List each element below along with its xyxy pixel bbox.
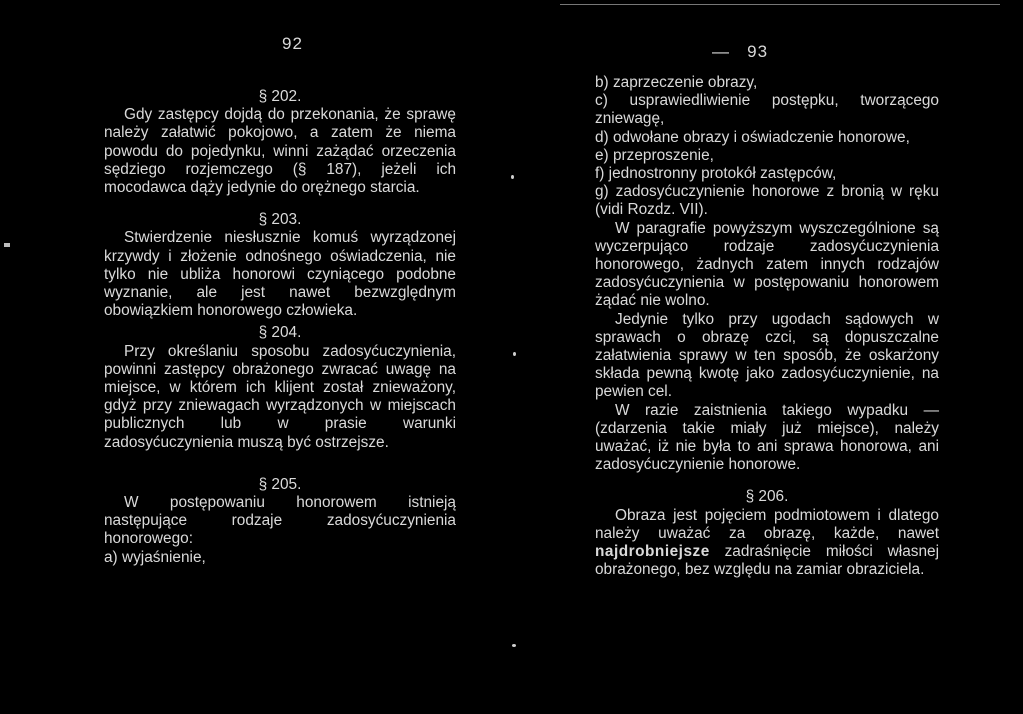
section-204-text: Przy określaniu sposobu zadosyćuczynienia, powinni zastępcy obrażonego zwracać uwagę na miejsce, w którem ich klijent został znieważony, gdyż przy zniewagach wyrządzonych w miejscach publicznych lub w prasie warunki zadosyćuczynienia muszą być ostrzejsze. [104,342,456,451]
list-item-b: b) zaprzeczenie obrazy, [595,74,758,91]
section-206-text-after: zadraśnięcie miłości własnej obrażonego, bez względu na zamiar obraziciela. [595,543,939,579]
page-number-dash: — [712,42,730,61]
scan-speck [513,352,516,356]
section-205-text: W postępowaniu honorowem istnieją następujące rodzaje zadosyćuczynienia honorowego: [104,494,456,548]
list-item-g: g) zadosyćuczynienie honorowe z bronią w ręku (vidi Rozdz. VII). [595,183,939,219]
paragraph-3: W razie zaistnienia takiego wypadku — (zdarzenia takie miały już miejsce), należy uważać, iż nie była to ani sprawa honorowa, ani zadosyćuczynienie honorowe. [595,401,939,474]
page-number-left: 92 [282,34,303,53]
section-205-item-a: a) wyjaśnienie, [104,548,206,566]
section-206-text-before: Obraza jest pojęciem podmiotowem i dlatego należy uważać za obrazę, każde, nawet [595,506,939,542]
section-206-heading: § 206. [745,488,789,506]
section-206-text [595,507,939,580]
paragraph-2: Jedynie tylko przy ugodach sądowych w sprawach o obrazę czci, są dopuszczalne załatwienia sprawy w ten sposób, że oskarżony składa pewną kwotę jako zadosyćuczynienie, na pewien cel. [595,310,939,401]
section-205-heading: § 205. [258,475,302,493]
scan-edge-mark [4,243,10,247]
scan-speck [511,175,514,179]
section-203-heading: § 203. [258,211,302,229]
page-number-right-value: 93 [747,42,769,61]
section-202-text: Gdy zastępcy dojdą do przekonania, że sprawę należy załatwić pokojowo, a zatem że niema powodu do pojedynku, winni zażądać orzeczenia sędziego rozjemczego (§ 187), jeżeli ich mocodawca dąży jedynie do orężnego starcia. [104,106,456,197]
list-item-e: e) przeproszenie, [595,146,714,164]
section-202-heading: § 202. [258,88,302,105]
paragraph-1: W paragrafie powyższym wyszczególnione są wyczerpująco rodzaje zadosyćuczynienia honorowego, żadnych zatem innych rodzajów zadosyćuczynienia w postępowaniu honorowem żądać nie wolno. [595,219,939,310]
scan-speck [512,644,516,647]
section-204-heading: § 204. [258,324,302,342]
list-item-c: c) usprawiedliwienie postępku, tworzącego zniewagę, [595,92,939,128]
list-item-f: f) jednostronny protokół zastępców, [595,165,837,183]
list-item-d: d) odwołane obrazy i oświadczenie honorowe, [595,128,910,146]
left-page [0,0,505,714]
page-number-right [712,42,768,62]
right-page-text [595,74,939,579]
right-page [515,0,1023,714]
left-page-text [104,88,456,567]
section-206-bold-word: najdrobniejsze [595,543,710,561]
scan-top-rule [560,4,1000,5]
section-203-text: Stwierdzenie niesłusznie komuś wyrządzonej krzywdy i złożenie odnośnego oświadczenia, nie tylko nie ubliża honorowi czyniącego podobne wyznanie, ale jest nawet bezwzględnym obowiązkiem honorowego człowieka. [104,229,456,320]
